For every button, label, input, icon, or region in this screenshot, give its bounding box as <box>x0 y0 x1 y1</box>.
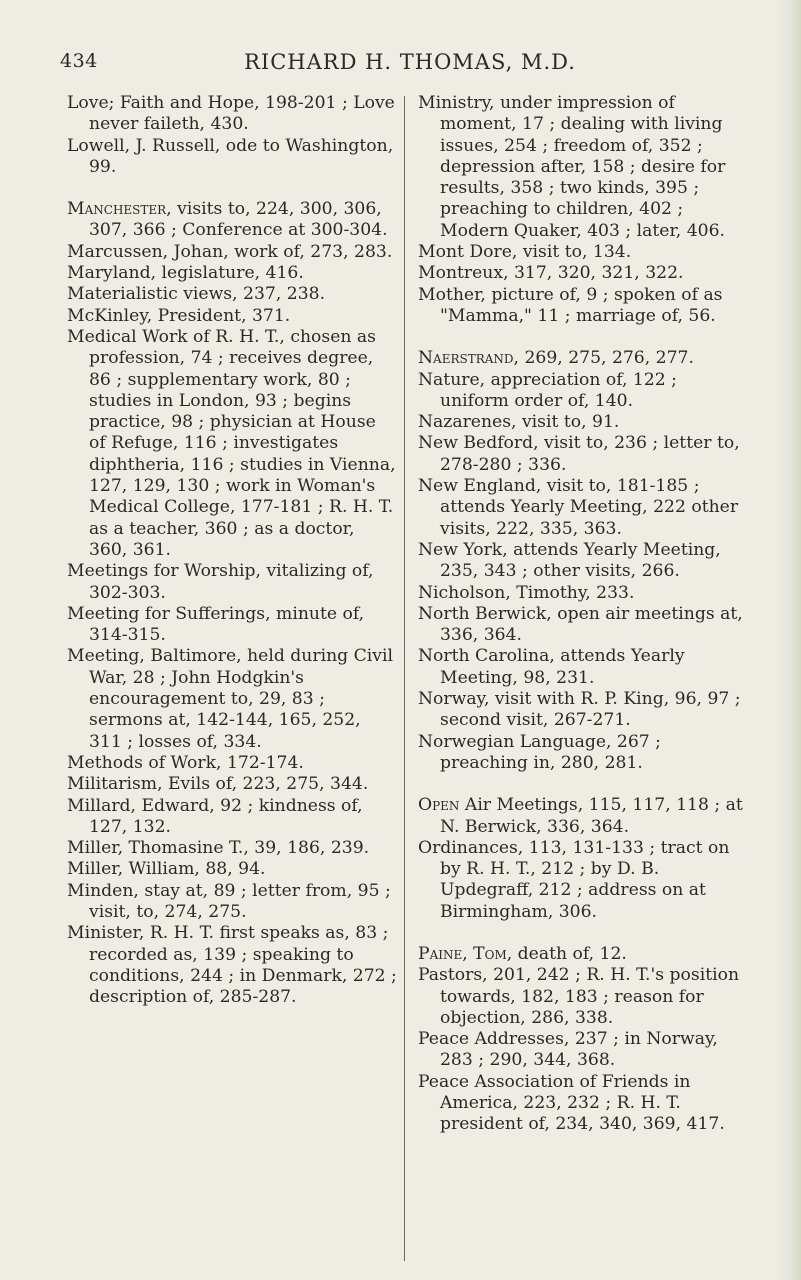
index-entry: Peace Addresses, 237 ; in Norway, 283 ; 290, 344, 368. <box>418 1029 718 1071</box>
entry-lead: Manchester <box>67 199 167 220</box>
index-entry: Nicholson, Timothy, 233. <box>418 582 635 603</box>
index-entry: Minister, R. H. T. first speaks as, 83 ; recorded as, 139 ; speaking to conditions, 244 ; in Denmark, 272 ; description of, 285-287. <box>67 923 397 1008</box>
running-head: RICHARD H. THOMAS, M.D. <box>244 50 576 74</box>
index-entry: Naerstrand, 269, 275, 276, 277. <box>418 348 694 369</box>
index-entry: Nazarenes, visit to, 91. <box>418 412 620 433</box>
index-entry: Marcussen, Johan, work of, 273, 283. <box>67 241 393 262</box>
index-entry: Peace Association of Friends in America, 223, 232 ; R. H. T. president of, 234, 340, 369, 417. <box>418 1071 725 1135</box>
index-entry: Ordinances, 113, 131-133 ; tract on by R. H. T., 212 ; by D. B. Updegraff, 212 ; address on at Birmingham, 306. <box>418 837 730 922</box>
index-entry: Paine, Tom, death of, 12. <box>418 943 627 964</box>
index-column-left <box>67 93 397 1008</box>
index-entry: North Berwick, open air meetings at, 336, 364. <box>418 603 743 646</box>
index-entry: Nature, appreciation of, 122 ; uniform order of, 140. <box>418 369 677 411</box>
index-entry: Ministry, under impression of moment, 17 ; dealing with living issues, 254 ; freedom of, 352 ; depression after, 158 ; desire for results, 358 ; two kinds, 395 ; preaching to children, 402 ; Modern Quaker, 403 ; later, 406. <box>418 93 726 241</box>
index-entry: Meetings for Worship, vitalizing of, 302-303. <box>67 561 374 603</box>
entry-lead: Paine, Tom <box>418 943 507 964</box>
index-entry: Pastors, 201, 242 ; R. H. T.'s position towards, 182, 183 ; reason for objection, 286, 338. <box>418 965 740 1028</box>
index-entry: Materialistic views, 237, 238. <box>67 284 326 305</box>
index-entry: Meeting for Sufferings, minute of, 314-315. <box>67 603 365 646</box>
index-entry: North Carolina, attends Yearly Meeting, 98, 231. <box>418 646 685 688</box>
page-number: 434 <box>60 50 98 72</box>
index-entry: Norwegian Language, 267 ; preaching in, 280, 281. <box>418 731 661 773</box>
index-entry: Norway, visit with R. P. King, 96, 97 ; second visit, 267-271. <box>418 689 741 731</box>
column-divider <box>404 96 405 1261</box>
index-entry: Montreux, 317, 320, 321, 322. <box>418 263 684 284</box>
index-entry: Miller, William, 88, 94. <box>67 859 266 880</box>
index-entry: Militarism, Evils of, 223, 275, 344. <box>67 774 369 795</box>
index-entry: Lowell, J. Russell, ode to Washington, 99. <box>67 135 394 177</box>
index-entry: New Bedford, visit to, 236 ; letter to, 278-280 ; 336. <box>418 433 740 475</box>
page-edge-shadow <box>777 0 801 1280</box>
index-entry: New York, attends Yearly Meeting, 235, 343 ; other visits, 266. <box>418 539 721 582</box>
index-entry: Medical Work of R. H. T., chosen as profession, 74 ; receives degree, 86 ; supplementary work, 80 ; studies in London, 93 ; begins practice, 98 ; physician at House of Refuge, 116 ; investigates diphtheria, 116 ; studies in Vienna, 127, 129, 130 ; work in Woman's Medical College, 177-181 ; R. H. T. as a teacher, 360 ; as a doctor, 360, 361. <box>67 326 396 560</box>
page-header <box>60 50 760 82</box>
index-entry: McKinley, President, 371. <box>67 305 291 326</box>
entry-lead: Naerstrand <box>418 348 514 369</box>
index-entry: Methods of Work, 172-174. <box>67 752 304 773</box>
index-entry: Manchester, visits to, 224, 300, 306, 307, 366 ; Conference at 300-304. <box>67 199 388 241</box>
index-entry: Minden, stay at, 89 ; letter from, 95 ; visit, to, 274, 275. <box>67 880 391 922</box>
index-entry: Love; Faith and Hope, 198-201 ; Love never faileth, 430. <box>67 93 395 135</box>
index-entry: Open Air Meetings, 115, 117, 118 ; at N. Berwick, 336, 364. <box>418 795 743 837</box>
index-entry: Mont Dore, visit to, 134. <box>418 242 632 263</box>
index-entry: Maryland, legislature, 416. <box>67 263 304 284</box>
index-entry: Millard, Edward, 92 ; kindness of, 127, 132. <box>67 795 363 837</box>
index-entry: New England, visit to, 181-185 ; attends Yearly Meeting, 222 other visits, 222, 335, 363. <box>418 476 739 539</box>
entry-lead: Open <box>418 795 460 816</box>
index-column-right <box>418 93 748 1136</box>
index-entry: Meeting, Baltimore, held during Civil War, 28 ; John Hodgkin's encouragement to, 29, 83 ; sermons at, 142-144, 165, 252, 311 ; losses of, 334. <box>67 646 393 752</box>
index-entry: Miller, Thomasine T., 39, 186, 239. <box>67 838 370 859</box>
index-entry: Mother, picture of, 9 ; spoken of as "Mamma," 11 ; marriage of, 56. <box>418 284 723 326</box>
